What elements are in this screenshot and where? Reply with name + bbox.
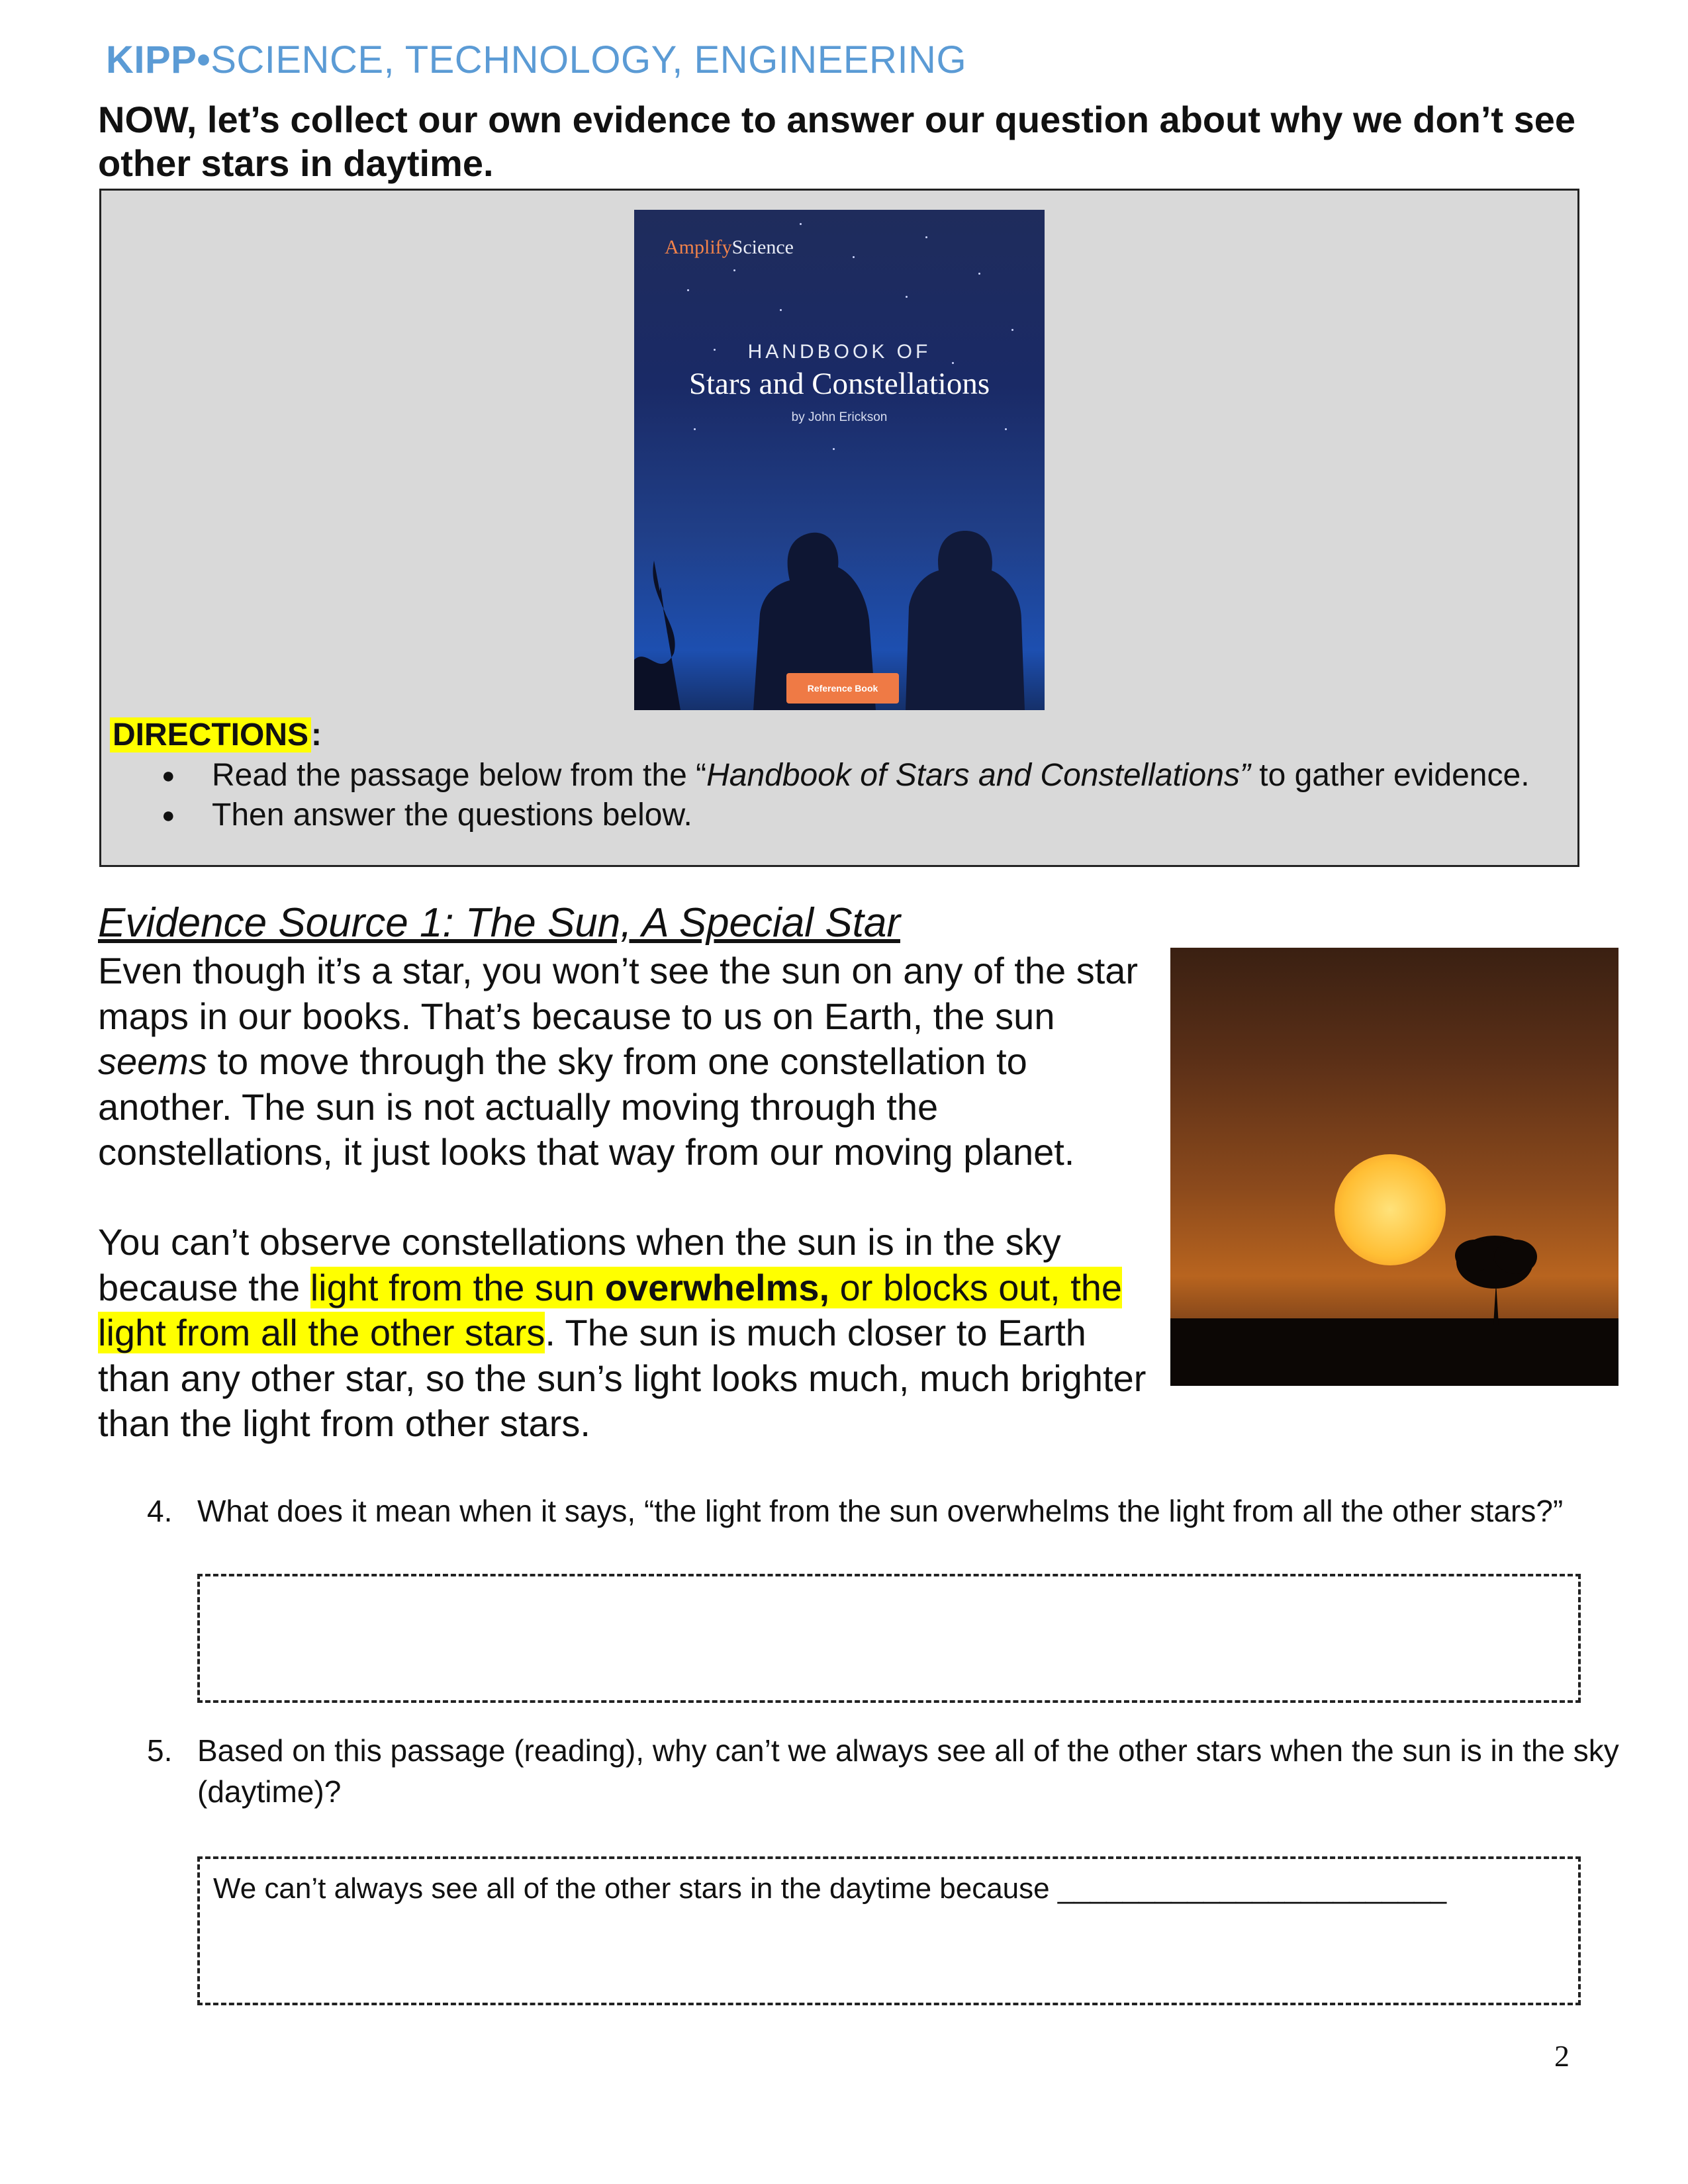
directions-item1-post: to gather evidence.	[1250, 758, 1530, 793]
q5-sentence-starter: We can’t always see all of the other stars in the daytime because ________________________	[213, 1872, 1447, 1905]
star-dot	[733, 269, 735, 271]
book-author: by John Erickson	[791, 410, 888, 424]
directions-item1-book-title: Handbook of Stars and Constellations”	[706, 758, 1250, 793]
p1-text-b: to move through the sky from one constellation to another. The sun is not actually moving through the constellations, it just looks that way from our moving planet.	[98, 1040, 1075, 1173]
star-dot	[952, 362, 954, 364]
brand-subtitle: SCIENCE, TECHNOLOGY, ENGINEERING	[211, 38, 967, 81]
star-dot	[714, 349, 716, 351]
directions-label	[110, 717, 322, 754]
q4-number: 4.	[147, 1494, 173, 1528]
star-dot	[694, 428, 696, 430]
book-title: Stars and Constellations	[688, 367, 990, 401]
sunset-image	[1170, 948, 1618, 1386]
p2-text-b: . The sun is much closer to Earth than any other star, so the sun’s light looks much, much brighter than the light from other stars.	[98, 1312, 1147, 1444]
q5-number: 5.	[147, 1733, 173, 1768]
star-dot	[800, 223, 802, 225]
star-dot	[1005, 428, 1007, 430]
q4-text: What does it mean when it says, “the light from the sun overwhelms the light from all the other stars?”	[197, 1494, 1564, 1528]
page-number: 2	[1554, 2039, 1570, 2073]
directions-item1-pre: Read the passage below from the “	[212, 758, 707, 793]
evidence-paragraph-2	[98, 1220, 1157, 1447]
directions-item2: Then answer the questions below.	[212, 797, 692, 833]
star-dot	[906, 296, 908, 298]
star-dot	[925, 236, 927, 238]
q5-text: Based on this passage (reading), why can’t we always see all of the other stars when the sun is in the sky (daytime)?	[197, 1733, 1619, 1809]
q4-answer-box[interactable]	[197, 1574, 1581, 1703]
directions-colon: :	[311, 717, 322, 752]
star-dot	[687, 289, 689, 291]
p2-text-a: You can’t observe constellations when the sun is in the sky because the	[98, 1221, 1061, 1308]
directions-label-text: DIRECTIONS	[110, 717, 311, 752]
star-dot	[978, 273, 980, 275]
bullet-icon: ●	[162, 803, 175, 828]
book-cover-image	[634, 210, 1045, 710]
brand-header	[106, 38, 967, 81]
book-handbook-label: HANDBOOK OF	[747, 341, 931, 363]
star-dot	[853, 256, 855, 258]
star-dot	[1011, 329, 1013, 331]
book-publisher-science: Science	[731, 236, 794, 258]
p1-text-a: Even though it’s a star, you won’t see the sun on any of the star maps in our books. That’s because to us on Earth, the sun	[98, 950, 1139, 1037]
book-publisher-amplify: Amplify	[665, 236, 732, 258]
bullet-icon: ●	[162, 763, 175, 788]
brand-separator: •	[197, 38, 211, 81]
p1-emphasis: seems	[98, 1040, 207, 1082]
horizon-ground	[1170, 1318, 1618, 1386]
p2-highlight-2: or blocks out, the light from all the other stars	[98, 1266, 1123, 1353]
p2-highlight-bold: overwhelms,	[604, 1266, 830, 1308]
directions-item	[152, 796, 1530, 835]
evidence-title: Evidence Source 1: The Sun, A Special Star	[98, 900, 900, 946]
book-badge: Reference Book	[786, 673, 899, 704]
book-publisher	[665, 236, 794, 259]
directions-list	[152, 756, 1530, 835]
p2-highlight-1: light from the sun	[310, 1266, 605, 1308]
star-dot	[833, 448, 835, 450]
tree-silhouette	[1429, 1209, 1561, 1328]
intro-heading: NOW, let’s collect our own evidence to answer our question about why we don’t see other stars in daytime.	[98, 99, 1576, 184]
star-dot	[780, 309, 782, 311]
brand-kipp: KIPP	[106, 38, 197, 81]
directions-item	[152, 756, 1530, 796]
evidence-paragraph-1	[98, 948, 1157, 1175]
